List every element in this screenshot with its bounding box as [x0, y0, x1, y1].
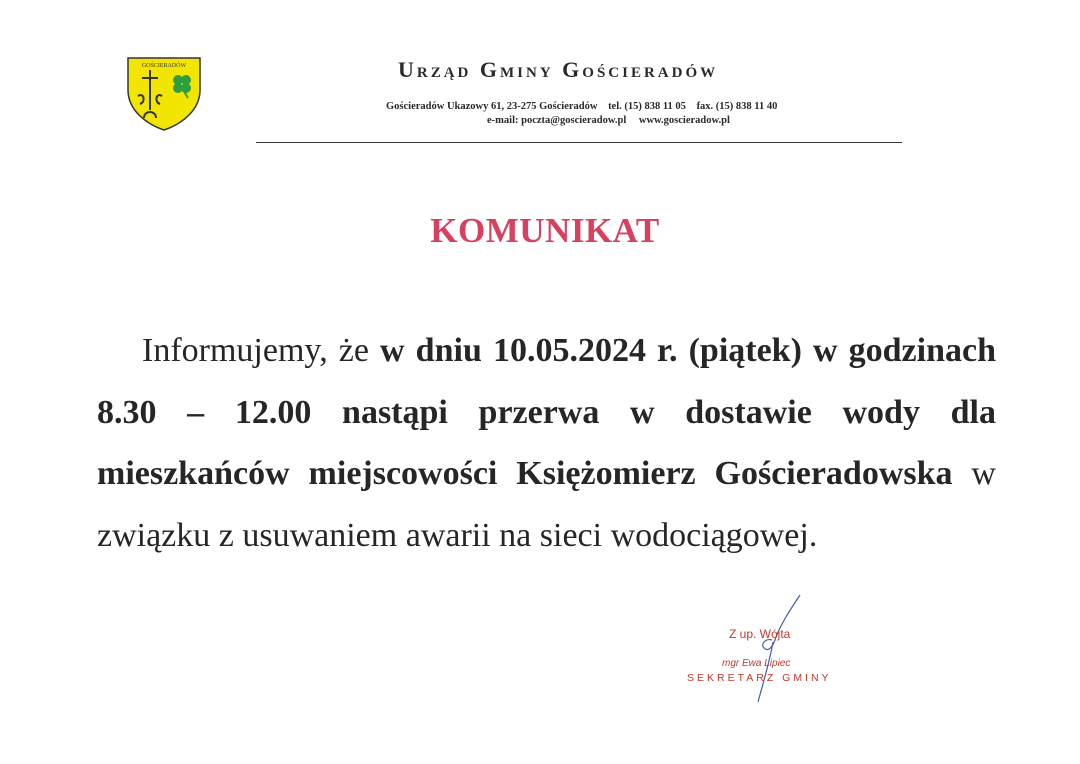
document-title: KOMUNIKAT: [430, 211, 660, 250]
email-address: e-mail: poczta@goscieradow.pl: [487, 115, 627, 126]
crest-text: GOŚCIERADÓW: [141, 63, 187, 69]
announcement-highlight: w dniu 10.05.2024 r. (piątek) w godzinach 8.30 – 12.00 nastąpi przerwa w dostawie wody dla mieszkańców miejscowości Księżomierz Gościeradowska: [97, 332, 996, 492]
signature-stamp: [680, 590, 870, 710]
organization-name: Urząd Gminy Gościeradów: [398, 57, 719, 82]
municipal-crest-logo: [124, 52, 204, 132]
stamp-signatory-name: mgr Ewa Lipiec: [722, 658, 791, 669]
stamp-signatory-role: SEKRETARZ GMINY: [687, 672, 832, 684]
announcement-ending: w związku z usuwaniem awarii na sieci wodociągowej.: [97, 455, 996, 554]
website-address: www.goscieradow.pl: [638, 115, 730, 126]
contact-web-line: [487, 115, 740, 126]
contact-address-line: [386, 101, 785, 112]
header-divider: [256, 142, 902, 143]
announcement-intro: Informujemy, że: [142, 332, 381, 369]
handwritten-signature: [680, 590, 870, 710]
phone-number: tel. (15) 838 11 05: [608, 101, 686, 112]
address: Gościeradów Ukazowy 61, 23-275 Gościeradów: [386, 101, 598, 112]
announcement-text: [97, 320, 996, 566]
stamp-on-behalf: Z up. Wójta: [729, 627, 791, 641]
fax-number: fax. (15) 838 11 40: [696, 101, 778, 112]
